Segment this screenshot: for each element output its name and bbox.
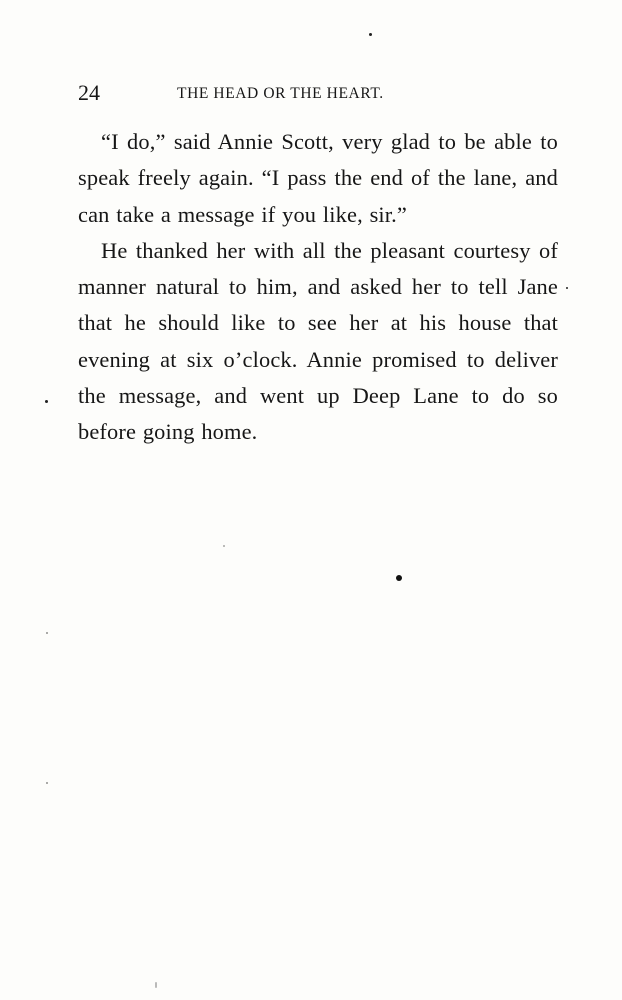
ink-speck bbox=[223, 545, 225, 547]
ink-speck bbox=[46, 782, 48, 784]
ink-speck bbox=[369, 33, 372, 36]
running-head bbox=[78, 80, 558, 106]
ornament-dot bbox=[396, 575, 402, 581]
ink-speck bbox=[45, 400, 48, 403]
ink-speck bbox=[566, 287, 568, 289]
ink-speck bbox=[46, 632, 48, 634]
paragraph-2: He thanked her with all the pleasant courtesy of manner natural to him, and asked her to tell Jane that he should like to see her at his house that evening at six o’clock. Annie promised to deliver the message, and went up Deep Lane to do so before going home. bbox=[78, 237, 558, 445]
paragraph-1: “I do,” said Annie Scott, very glad to be able to speak freely again. “I pass the end of the lane, and can take a message if you like, sir.” bbox=[78, 129, 558, 227]
running-title: THE HEAD OR THE HEART. bbox=[177, 85, 384, 102]
ink-speck bbox=[155, 982, 157, 988]
page-number: 24 bbox=[78, 80, 100, 105]
body-text bbox=[78, 124, 558, 451]
